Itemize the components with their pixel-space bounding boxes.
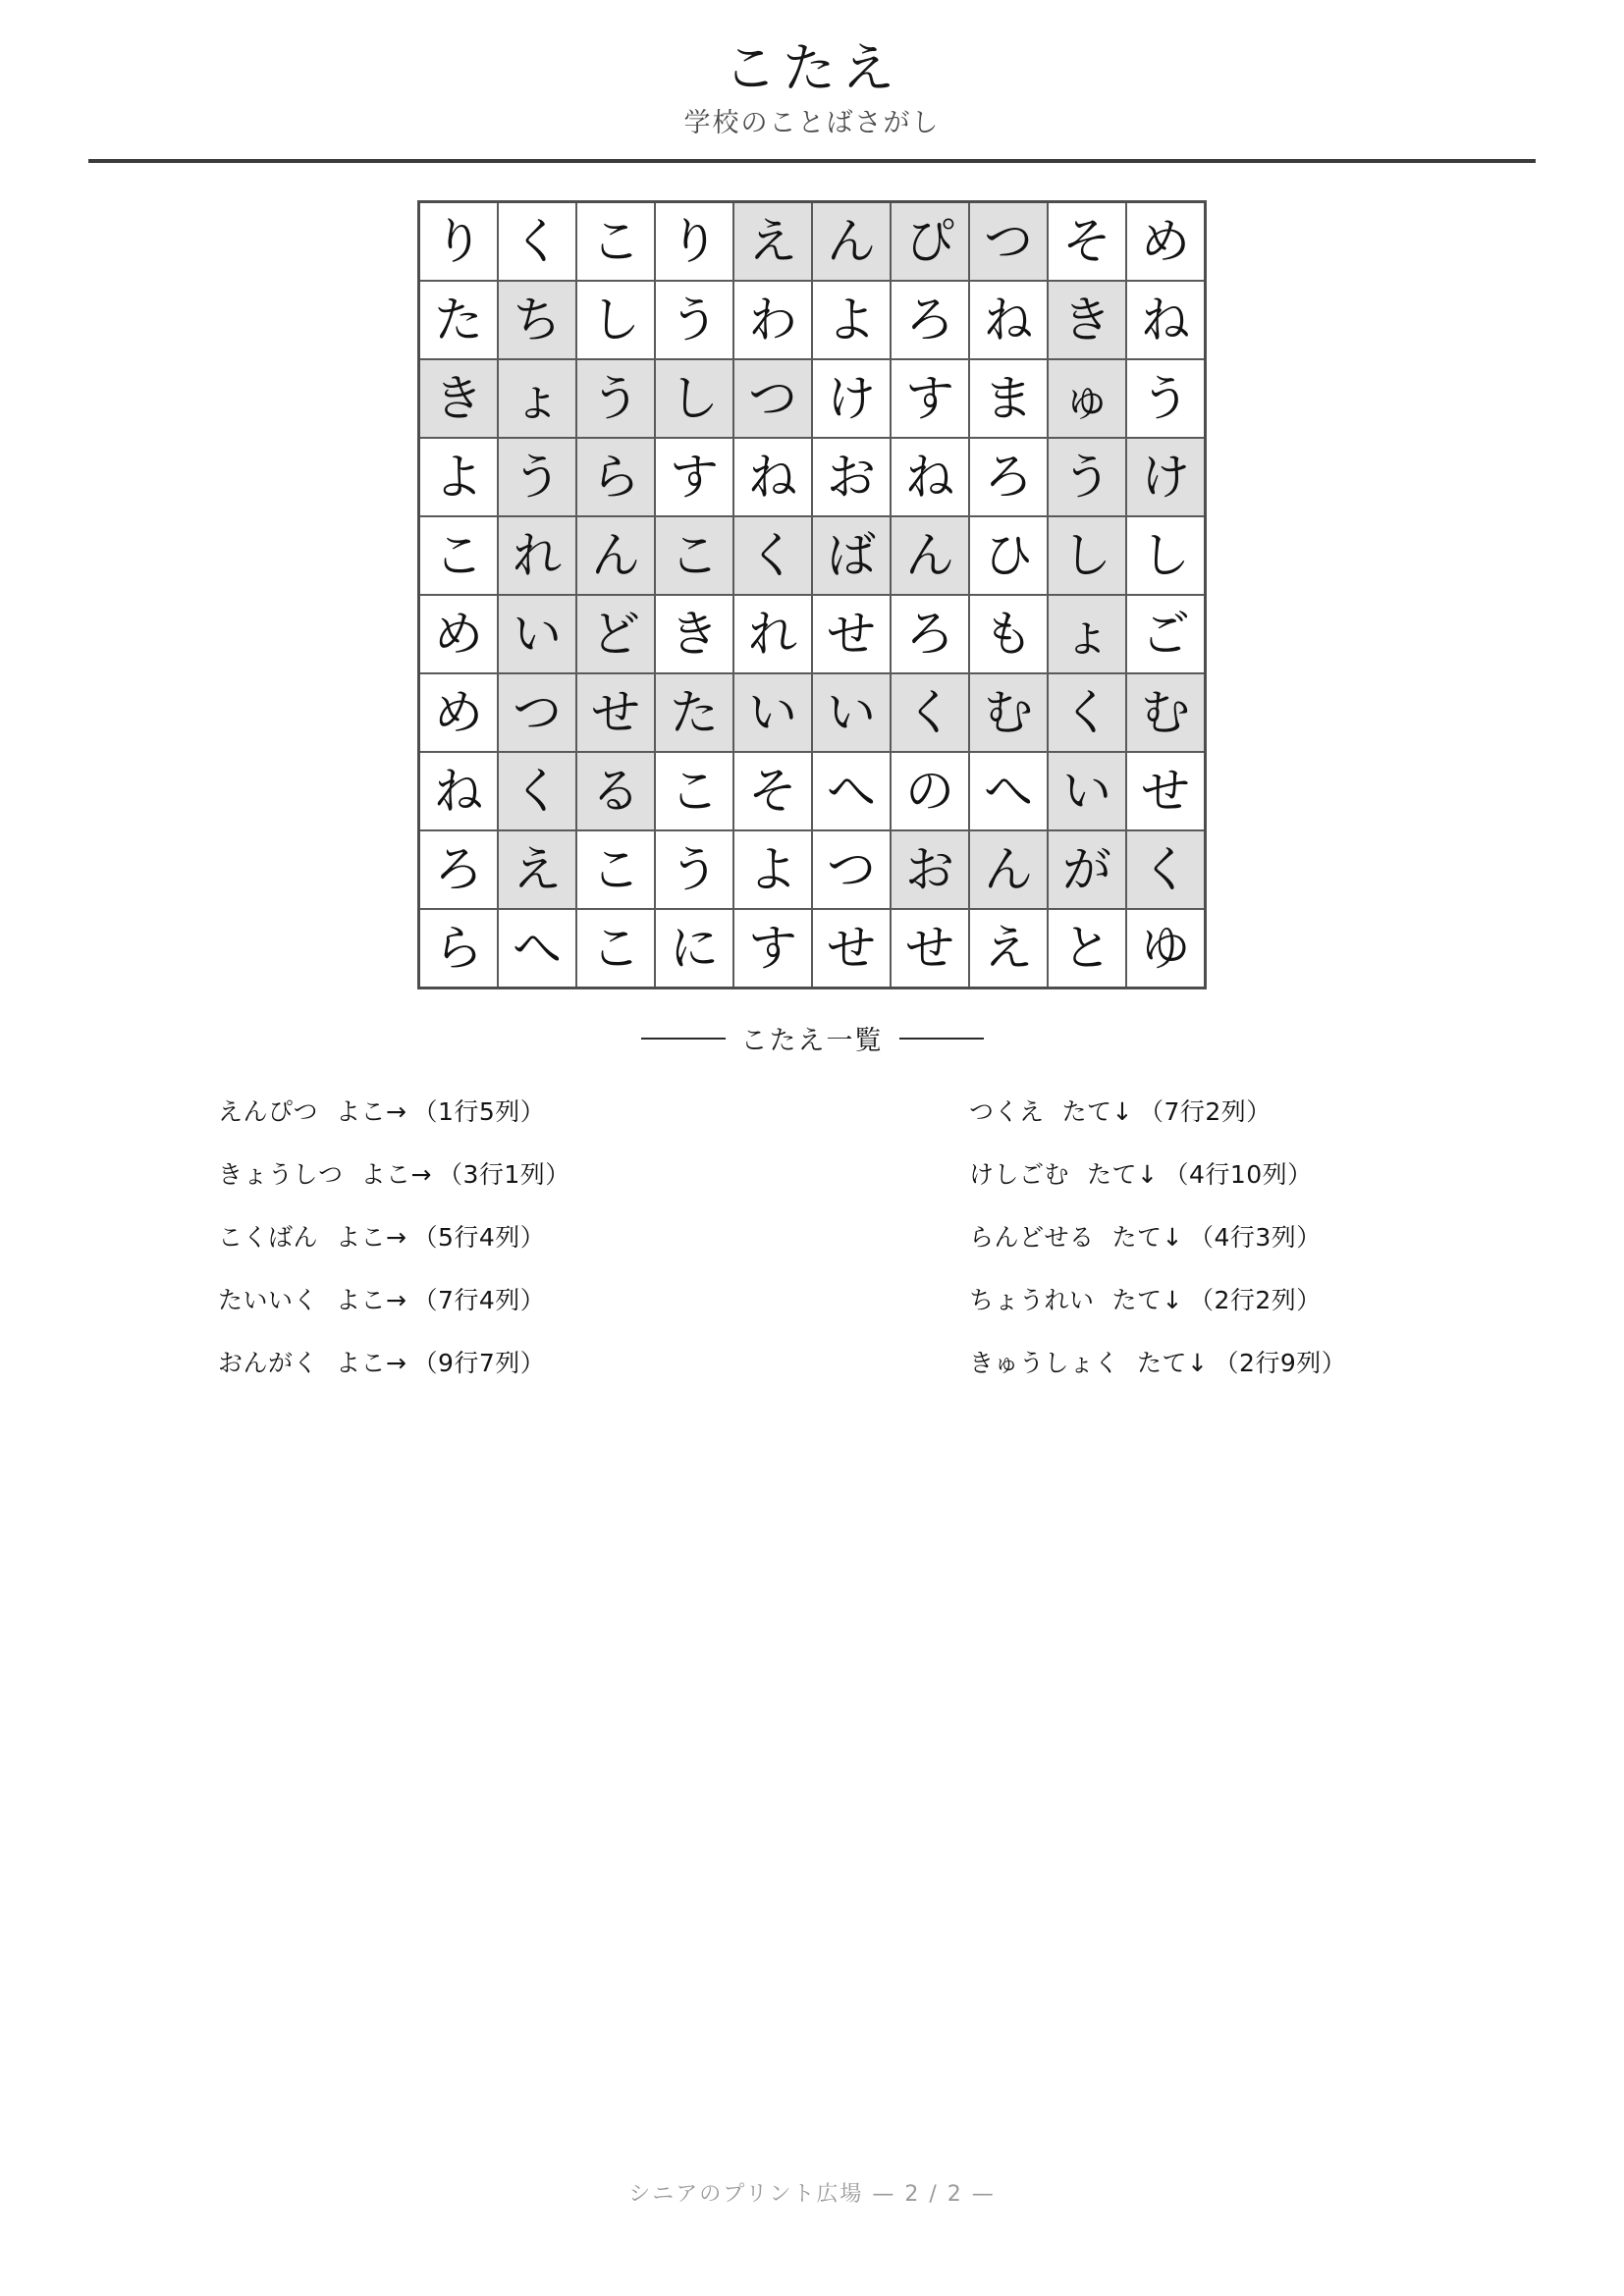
page-subtitle: 学校のことばさがし: [683, 107, 941, 138]
answer-position: （7行2列）: [1138, 1097, 1272, 1127]
grid-cell: た: [655, 673, 733, 752]
grid-cell: せ: [812, 909, 891, 988]
grid-cell: そ: [1048, 202, 1126, 282]
answer-position: （7行4列）: [412, 1286, 546, 1315]
grid-cell: そ: [733, 752, 812, 830]
answer-direction: たて↓: [1061, 1097, 1133, 1127]
grid-cell: ろ: [891, 281, 969, 359]
grid-cell: い: [1048, 752, 1126, 830]
grid-cell: へ: [812, 752, 891, 830]
grid-cell: え: [733, 202, 812, 282]
grid-row: [419, 909, 1206, 988]
grid-cell: い: [498, 595, 576, 673]
grid-cell: せ: [812, 595, 891, 673]
answer-direction: よこ→: [360, 1160, 432, 1190]
answer-list-item: [812, 1093, 1445, 1128]
answer-word: らんどせる: [969, 1223, 1095, 1253]
grid-cell: と: [1048, 909, 1126, 988]
grid-cell: の: [891, 752, 969, 830]
answer-position: （5行4列）: [412, 1223, 546, 1253]
answer-word: たいいく: [218, 1286, 319, 1315]
grid-cell: く: [1048, 673, 1126, 752]
answer-list-heading: [0, 1019, 1624, 1057]
answer-word: きゅうしょく: [969, 1349, 1120, 1378]
grid-cell: つ: [733, 359, 812, 438]
grid-cell: ん: [969, 830, 1048, 909]
answer-position: （1行5列）: [412, 1097, 546, 1127]
grid-cell: る: [576, 752, 655, 830]
grid-cell: わ: [733, 281, 812, 359]
grid-cell: せ: [576, 673, 655, 752]
grid-cell: き: [655, 595, 733, 673]
grid-cell: う: [1126, 359, 1206, 438]
grid-cell: き: [419, 359, 499, 438]
grid-cell: こ: [576, 202, 655, 282]
answer-word: ちょうれい: [969, 1286, 1095, 1315]
grid-row: [419, 202, 1206, 282]
grid-cell: ま: [969, 359, 1048, 438]
answer-list-item: [812, 1281, 1445, 1316]
answer-direction: よこ→: [336, 1286, 407, 1315]
answer-direction: よこ→: [336, 1223, 407, 1253]
header-divider: [88, 159, 1536, 163]
grid-cell: ひ: [969, 516, 1048, 595]
grid-cell: ぴ: [891, 202, 969, 282]
grid-cell: ろ: [891, 595, 969, 673]
grid-row: [419, 830, 1206, 909]
grid-cell: こ: [576, 909, 655, 988]
grid-cell: め: [419, 673, 499, 752]
answer-position: （9行7列）: [412, 1349, 546, 1378]
grid-cell: こ: [419, 516, 499, 595]
page-header: [0, 0, 1624, 163]
grid-cell: し: [655, 359, 733, 438]
grid-cell: う: [655, 281, 733, 359]
grid-cell: ど: [576, 595, 655, 673]
grid-cell: く: [1126, 830, 1206, 909]
grid-cell: し: [1048, 516, 1126, 595]
answer-list: [179, 1093, 1445, 1379]
grid-cell: う: [498, 438, 576, 516]
grid-cell: せ: [891, 909, 969, 988]
grid-cell: き: [1048, 281, 1126, 359]
grid-cell: う: [1048, 438, 1126, 516]
grid-row: [419, 595, 1206, 673]
answer-list-item: [812, 1344, 1445, 1379]
answer-word: きょうしつ: [218, 1160, 344, 1190]
grid-cell: ね: [969, 281, 1048, 359]
grid-cell: ん: [812, 202, 891, 282]
grid-row: [419, 516, 1206, 595]
grid-cell: も: [969, 595, 1048, 673]
answer-list-heading-label: こたえ一覧: [740, 1026, 884, 1057]
grid-cell: え: [969, 909, 1048, 988]
footer-site-name: シニアのプリント広場: [628, 2182, 864, 2207]
answer-direction: たて↓: [1137, 1349, 1209, 1378]
grid-cell: ち: [498, 281, 576, 359]
answer-direction: たて↓: [1087, 1160, 1159, 1190]
grid-cell: へ: [969, 752, 1048, 830]
word-search-grid-container: [0, 200, 1624, 989]
grid-cell: む: [969, 673, 1048, 752]
answer-position: （4行10列）: [1164, 1160, 1313, 1190]
grid-cell: つ: [812, 830, 891, 909]
answer-direction: たて↓: [1111, 1223, 1183, 1253]
heading-rule-left-icon: [641, 1038, 726, 1040]
answer-list-item: [812, 1218, 1445, 1254]
grid-cell: が: [1048, 830, 1126, 909]
grid-cell: こ: [655, 752, 733, 830]
grid-row: [419, 673, 1206, 752]
grid-cell: ろ: [419, 830, 499, 909]
answer-direction: よこ→: [336, 1349, 407, 1378]
answer-list-section: [0, 1019, 1624, 1379]
answer-word: けしごむ: [969, 1160, 1070, 1190]
grid-cell: お: [812, 438, 891, 516]
grid-row: [419, 438, 1206, 516]
answer-position: （2行2列）: [1188, 1286, 1322, 1315]
grid-cell: り: [419, 202, 499, 282]
grid-cell: ゅ: [1048, 359, 1126, 438]
footer-page-number: 2 / 2: [904, 2182, 963, 2207]
grid-cell: ょ: [1048, 595, 1126, 673]
grid-cell: う: [576, 359, 655, 438]
grid-cell: よ: [419, 438, 499, 516]
grid-cell: よ: [733, 830, 812, 909]
page-title: こたえ: [724, 37, 900, 99]
grid-cell: す: [891, 359, 969, 438]
grid-cell: す: [733, 909, 812, 988]
grid-cell: ん: [576, 516, 655, 595]
grid-cell: よ: [812, 281, 891, 359]
answer-word: えんぴつ: [218, 1097, 319, 1127]
grid-cell: う: [655, 830, 733, 909]
grid-cell: ゆ: [1126, 909, 1206, 988]
answer-position: （2行9列）: [1214, 1349, 1347, 1378]
footer-separator-left: —: [872, 2182, 896, 2207]
grid-cell: く: [498, 202, 576, 282]
grid-cell: こ: [655, 516, 733, 595]
grid-cell: り: [655, 202, 733, 282]
footer-separator-right: —: [971, 2182, 996, 2207]
answer-list-item: [179, 1218, 812, 1254]
grid-cell: く: [733, 516, 812, 595]
grid-cell: く: [498, 752, 576, 830]
grid-cell: れ: [498, 516, 576, 595]
grid-row: [419, 359, 1206, 438]
grid-cell: ら: [419, 909, 499, 988]
grid-cell: い: [812, 673, 891, 752]
answer-column-left: [179, 1093, 812, 1379]
answer-direction: よこ→: [336, 1097, 407, 1127]
grid-cell: め: [419, 595, 499, 673]
grid-cell: ね: [733, 438, 812, 516]
grid-cell: け: [812, 359, 891, 438]
grid-cell: れ: [733, 595, 812, 673]
answer-list-item: [179, 1155, 812, 1191]
answer-list-item: [179, 1344, 812, 1379]
answer-word: こくばん: [218, 1223, 319, 1253]
grid-cell: ね: [419, 752, 499, 830]
grid-cell: す: [655, 438, 733, 516]
grid-cell: ん: [891, 516, 969, 595]
grid-cell: せ: [1126, 752, 1206, 830]
grid-cell: ら: [576, 438, 655, 516]
grid-cell: へ: [498, 909, 576, 988]
grid-cell: ね: [891, 438, 969, 516]
answer-list-item: [179, 1093, 812, 1128]
answer-position: （3行1列）: [437, 1160, 570, 1190]
grid-cell: む: [1126, 673, 1206, 752]
grid-cell: け: [1126, 438, 1206, 516]
grid-cell: た: [419, 281, 499, 359]
grid-cell: し: [1126, 516, 1206, 595]
answer-position: （4行3列）: [1188, 1223, 1322, 1253]
grid-cell: ご: [1126, 595, 1206, 673]
grid-cell: つ: [498, 673, 576, 752]
answer-list-item: [179, 1281, 812, 1316]
grid-cell: く: [891, 673, 969, 752]
grid-row: [419, 752, 1206, 830]
grid-cell: つ: [969, 202, 1048, 282]
grid-cell: ね: [1126, 281, 1206, 359]
grid-cell: お: [891, 830, 969, 909]
word-search-grid: [417, 200, 1207, 989]
answer-list-item: [812, 1155, 1445, 1191]
page-footer: [0, 2177, 1624, 2208]
grid-cell: ば: [812, 516, 891, 595]
answer-column-right: [812, 1093, 1445, 1379]
grid-cell: め: [1126, 202, 1206, 282]
answer-direction: たて↓: [1111, 1286, 1183, 1315]
grid-cell: え: [498, 830, 576, 909]
grid-cell: ょ: [498, 359, 576, 438]
grid-cell: こ: [576, 830, 655, 909]
grid-cell: し: [576, 281, 655, 359]
grid-cell: い: [733, 673, 812, 752]
answer-word: おんがく: [218, 1349, 319, 1378]
answer-word: つくえ: [969, 1097, 1045, 1127]
grid-cell: ろ: [969, 438, 1048, 516]
grid-cell: に: [655, 909, 733, 988]
heading-rule-right-icon: [899, 1038, 984, 1040]
grid-row: [419, 281, 1206, 359]
